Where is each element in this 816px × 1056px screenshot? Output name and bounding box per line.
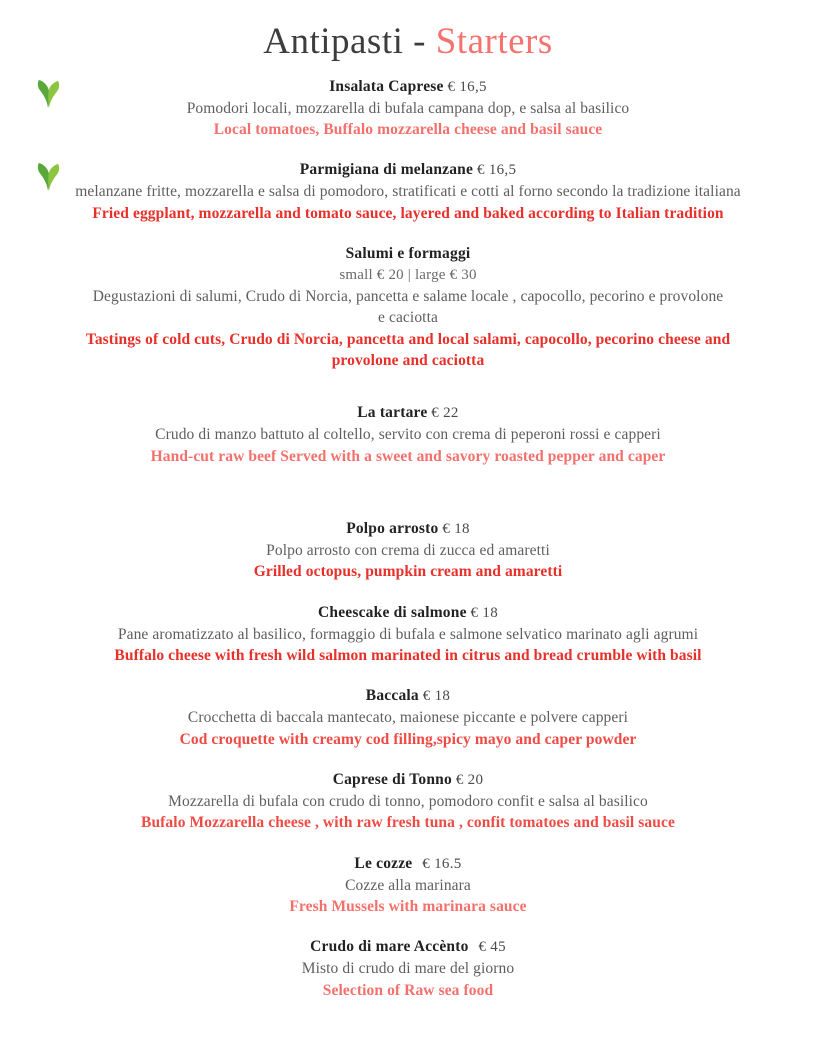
menu-item (0, 244, 816, 371)
item-header (28, 403, 788, 424)
item-description-english: Grilled octopus, pumpkin cream and amaretti (253, 563, 563, 581)
spacer (0, 467, 816, 499)
spacer (0, 140, 816, 160)
spacer (0, 583, 816, 603)
item-description-english: Buffalo cheese with fresh wild salmon marinated in citrus and bread crumble with basil (114, 647, 702, 665)
item-header (28, 603, 788, 624)
item-description-italian: Pomodori locali, mozzarella di bufala campana dop, e salsa al basilico (186, 99, 630, 117)
spacer (0, 666, 816, 686)
item-price: € 22 (431, 405, 459, 422)
item-description-english: Fresh Mussels with marinara sauce (289, 898, 527, 916)
item-header (28, 244, 788, 265)
item-header (28, 686, 788, 707)
item-price: € 16,5 (476, 162, 517, 179)
item-description-english: Tastings of cold cuts, Crudo di Norcia, pancetta and local salami, capocollo, pecorino cheese and provolone and caciotta (85, 330, 731, 370)
page-title (0, 0, 816, 63)
item-description-italian: Mozzarella di bufala con crudo di tonno, pomodoro confit e salsa al basilico (168, 793, 648, 811)
item-name: Crudo di mare Accènto (310, 938, 469, 956)
item-header (28, 770, 788, 791)
item-header (28, 160, 788, 181)
item-name: Polpo arrosto (346, 520, 439, 538)
item-price: € 16,5 (447, 78, 487, 95)
page-title-english: Starters (435, 21, 553, 62)
spacer (0, 224, 816, 244)
item-header (28, 854, 788, 875)
menu-item-list (0, 77, 816, 1001)
menu-item (0, 770, 816, 834)
menu-item (0, 603, 816, 667)
item-description-italian: Degustazioni di salumi, Crudo di Norcia, pancetta e salame locale , capocollo, pecorino e provolone e caciotta (92, 287, 724, 327)
leaf-icon (36, 79, 62, 109)
item-price: € 18 (442, 521, 470, 538)
leaf-icon (36, 162, 62, 192)
item-description-italian: Polpo arrosto con crema di zucca ed amaretti (266, 542, 550, 560)
item-description-english: Selection of Raw sea food (322, 981, 494, 999)
item-description-english: Cod croquette with creamy cod filling,spicy mayo and caper powder (179, 730, 637, 748)
item-description-italian: Cozze alla marinara (345, 876, 471, 894)
item-name: Parmigiana di melanzane (299, 161, 474, 179)
item-name: Caprese di Tonno (332, 771, 452, 789)
item-price: € 18 (422, 688, 451, 705)
item-description-italian: melanzane fritte, mozzarella e salsa di pomodoro, stratificati e cotti al forno secondo la tradizione italiana (75, 183, 741, 201)
item-name: Le cozze (354, 854, 413, 872)
item-name: Cheescake di salmone (318, 603, 467, 621)
menu-item (0, 519, 816, 583)
menu-item (0, 77, 816, 141)
item-name: Insalata Caprese (329, 77, 444, 95)
item-description-italian: Pane aromatizzato al basilico, formaggio di bufala e salmone selvatico marinato agli agrumi (117, 625, 699, 643)
item-description-italian: Crocchetta di baccala mantecato, maionese piccante e polvere capperi (187, 709, 629, 727)
item-price: € 45 (478, 939, 506, 956)
item-description-english: Hand-cut raw beef Served with a sweet and savory roasted pepper and caper (150, 447, 666, 465)
menu-item (0, 686, 816, 750)
item-price: € 16.5 (422, 855, 462, 872)
page-title-italian: Antipasti (263, 21, 404, 62)
menu-item (0, 160, 816, 224)
spacer (0, 834, 816, 854)
item-description-english: Fried eggplant, mozzarella and tomato sauce, layered and baked according to Italian tradition (92, 204, 724, 222)
item-description-italian: Misto di crudo di mare del giorno (301, 960, 515, 978)
spacer (0, 371, 816, 403)
item-header (28, 937, 788, 958)
item-header (28, 519, 788, 540)
item-description-english: Bufalo Mozzarella cheese , with raw fresh tuna , confit tomatoes and basil sauce (141, 814, 675, 832)
item-name: Baccala (365, 687, 419, 705)
item-price: € 18 (470, 604, 498, 621)
item-header (28, 77, 788, 98)
menu-item (0, 403, 816, 467)
item-name: Salumi e formaggi (345, 245, 471, 263)
spacer (0, 499, 816, 519)
item-price: € 20 (455, 772, 484, 789)
spacer (0, 917, 816, 937)
item-description-english: Local tomatoes, Buffalo mozzarella cheese and basil sauce (213, 120, 603, 138)
item-name: La tartare (357, 404, 428, 422)
menu-item (0, 854, 816, 918)
page-title-separator: - (413, 21, 426, 62)
menu-item (0, 937, 816, 1001)
spacer (0, 750, 816, 770)
item-description-italian: Crudo di manzo battuto al coltello, servito con crema di peperoni rossi e capperi (155, 426, 661, 444)
item-size-prices: small € 20 | large € 30 (339, 266, 477, 283)
